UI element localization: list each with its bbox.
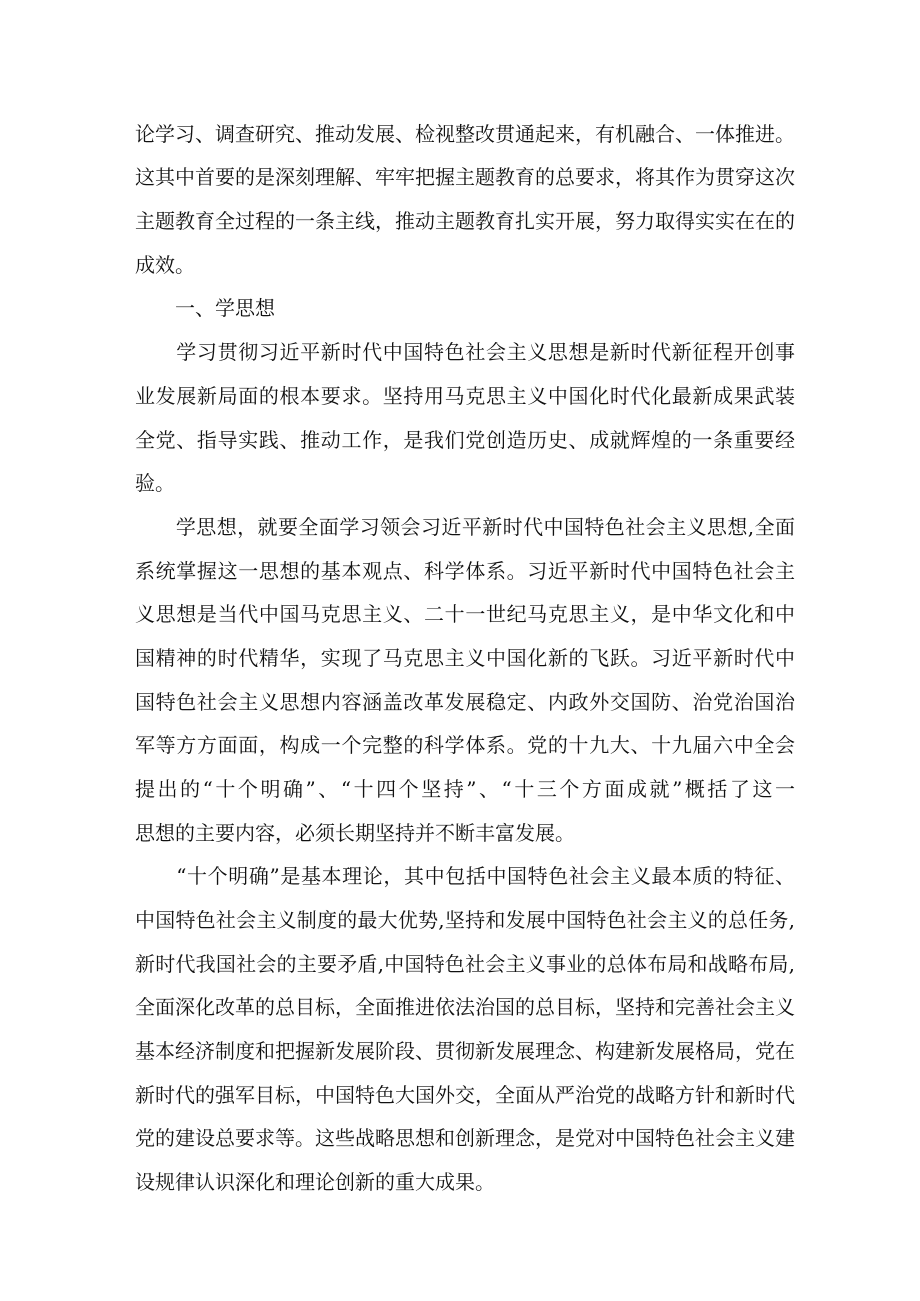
paragraph-line: “十个明确”是基本理论，其中包括中国特色社会主义最本质的特征、 bbox=[135, 864, 795, 888]
paragraph-line: 学习贯彻习近平新时代中国特色社会主义思想是新时代新征程开创事 bbox=[135, 340, 795, 364]
paragraph-line: 全面深化改革的总目标，全面推进依法治国的总目标，坚持和完善社会主义 bbox=[135, 995, 795, 1019]
paragraph-line: 系统掌握这一思想的基本观点、科学体系。习近平新时代中国特色社会主 bbox=[135, 559, 795, 583]
section-heading: 一、学思想 bbox=[175, 296, 275, 320]
paragraph-line: 义思想是当代中国马克思主义、二十一世纪马克思主义，是中华文化和中 bbox=[135, 602, 795, 626]
paragraph-line: 新时代的强军目标，中国特色大国外交，全面从严治党的战略方针和新时代 bbox=[135, 1083, 795, 1107]
paragraph-line: 国精神的时代精华，实现了马克思主义中国化新的飞跃。习近平新时代中 bbox=[135, 646, 795, 670]
intro-line: 成效。 bbox=[135, 253, 195, 277]
paragraph-line: 提出的“十个明确”、“十四个坚持”、“十三个方面成就”概括了这一 bbox=[135, 777, 795, 801]
paragraph-line: 业发展新局面的根本要求。坚持用马克思主义中国化时代化最新成果武装 bbox=[135, 384, 795, 408]
paragraph-line: 设规律认识深化和理论创新的重大成果。 bbox=[135, 1170, 495, 1194]
intro-line: 这其中首要的是深刻理解、牢牢把握主题教育的总要求，将其作为贯穿这次 bbox=[135, 165, 795, 189]
paragraph-line: 新时代我国社会的主要矛盾,中国特色社会主义事业的总体布局和战略布局, bbox=[135, 952, 795, 976]
paragraph-line: 全党、指导实践、推动工作，是我们党创造历史、成就辉煌的一条重要经 bbox=[135, 428, 795, 452]
paragraph-line: 验。 bbox=[135, 471, 175, 495]
intro-line: 主题教育全过程的一条主线，推动主题教育扎实开展，努力取得实实在在的 bbox=[135, 209, 795, 233]
paragraph-line: 党的建设总要求等。这些战略思想和创新理念，是党对中国特色社会主义建 bbox=[135, 1126, 795, 1150]
paragraph-line: 思想的主要内容，必须长期坚持并不断丰富发展。 bbox=[135, 821, 575, 845]
paragraph-line: 国特色社会主义思想内容涵盖改革发展稳定、内政外交国防、治党治国治 bbox=[135, 690, 795, 714]
paragraph-line: 基本经济制度和把握新发展阶段、贯彻新发展理念、构建新发展格局，党在 bbox=[135, 1039, 795, 1063]
paragraph-line: 学思想，就要全面学习领会习近平新时代中国特色社会主义思想,全面 bbox=[135, 515, 795, 539]
paragraph-line: 中国特色社会主义制度的最大优势,坚持和发展中国特色社会主义的总任务, bbox=[135, 908, 795, 932]
paragraph-line: 军等方方面面，构成一个完整的科学体系。党的十九大、十九届六中全会 bbox=[135, 733, 795, 757]
intro-line: 论学习、调查研究、推动发展、检视整改贯通起来，有机融合、一体推进。 bbox=[135, 122, 795, 146]
